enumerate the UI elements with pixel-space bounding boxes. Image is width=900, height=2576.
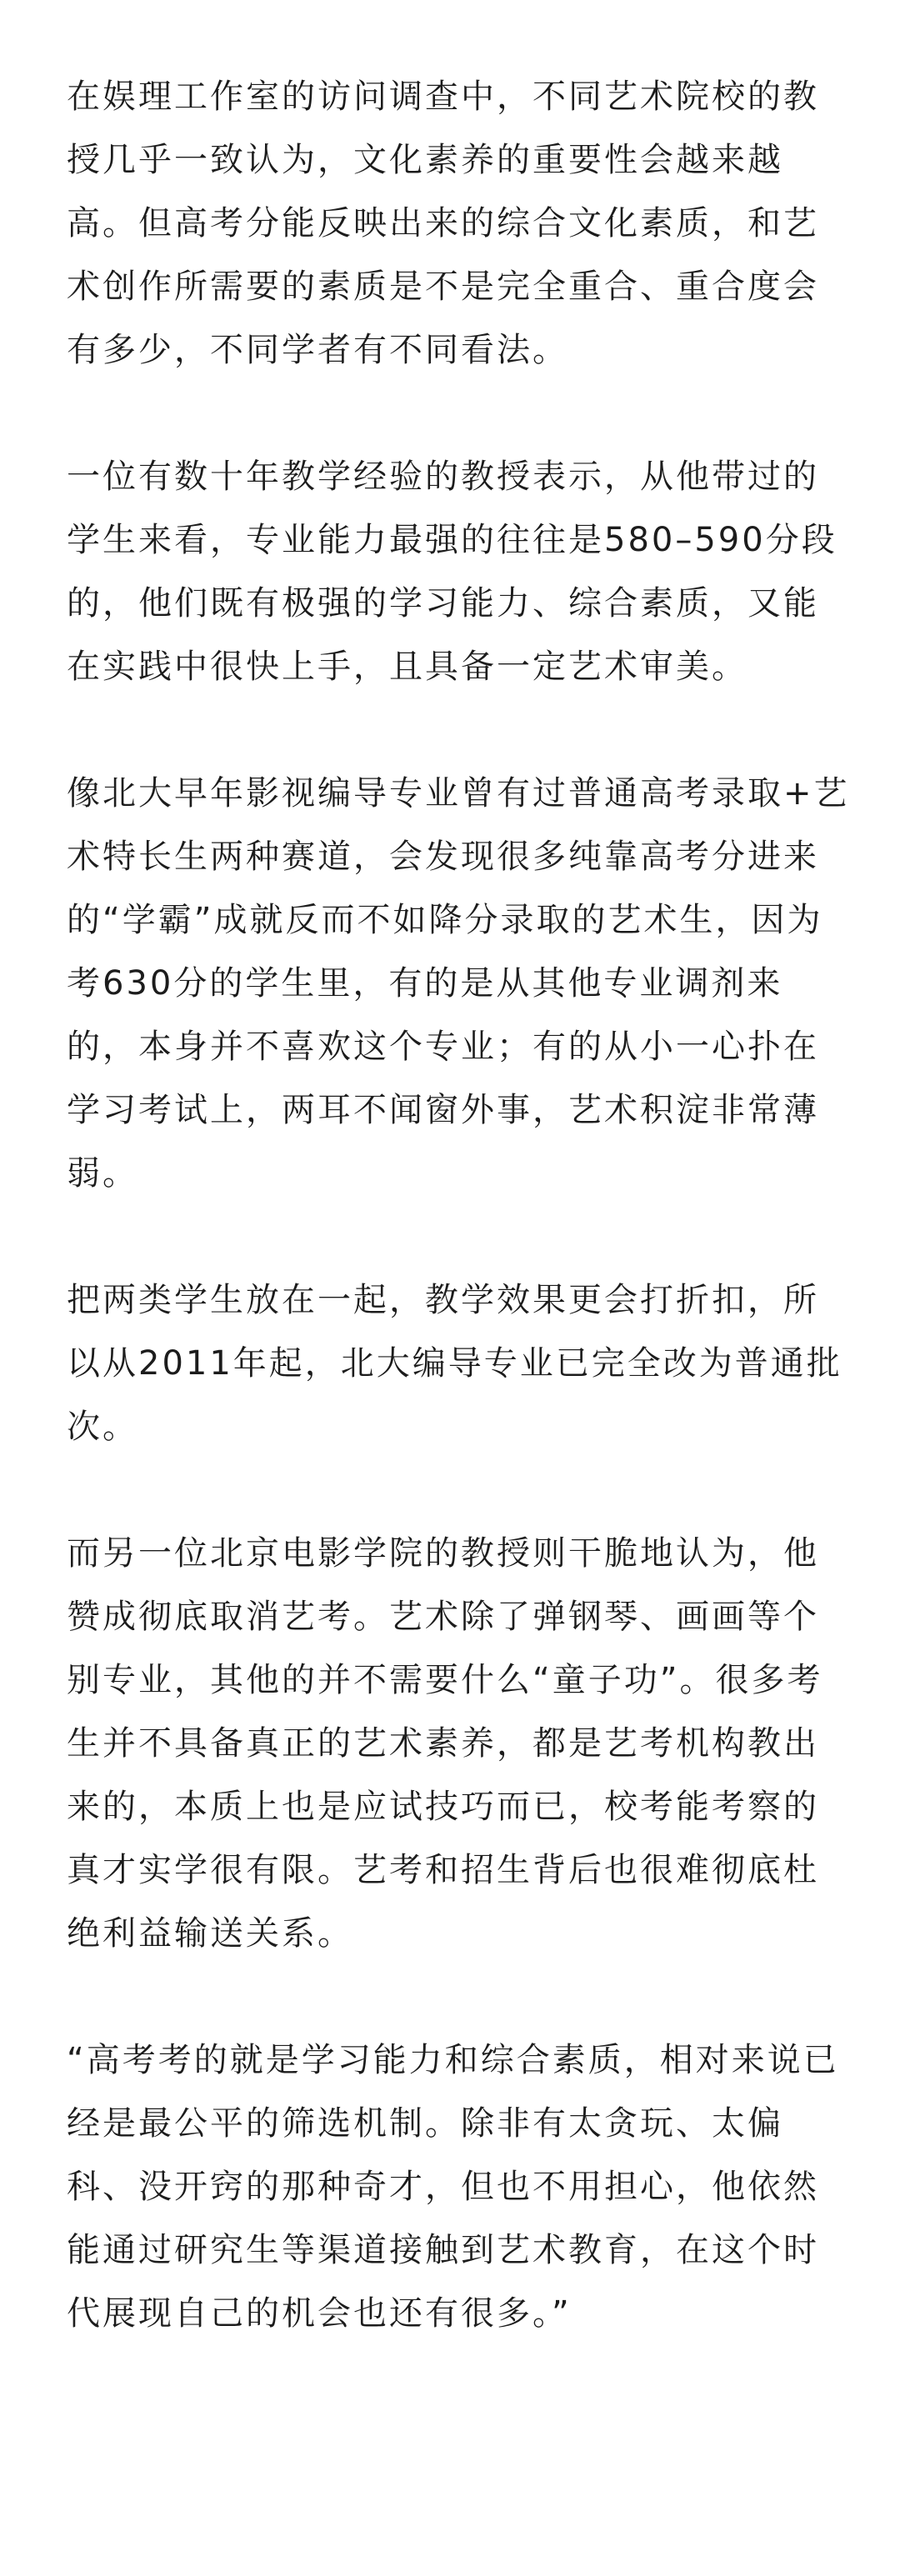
text-line: 的，他们既有极强的学习能力、综合素质，又能 (67, 584, 819, 623)
text-line: 一位有数十年教学经验的教授表示，从他带过的 (67, 458, 819, 496)
text-line: 的，本身并不喜欢这个专业；有的从小一心扑在 (67, 1028, 819, 1066)
paragraph-1 (67, 65, 867, 382)
text-line: 术创作所需要的素质是不是完全重合、重合度会 (67, 268, 819, 306)
text-line: 次。 (67, 1408, 138, 1446)
text-line: 有多少，不同学者有不同看法。 (67, 331, 568, 369)
text-line: 能通过研究生等渠道接触到艺术教育，在这个时 (67, 2231, 819, 2269)
article-body (67, 65, 867, 2345)
text-line: 术特长生两种赛道，会发现很多纯靠高考分进来 (67, 838, 819, 876)
text-line: 像北大早年影视编导专业曾有过普通高考录取+艺 (67, 774, 850, 813)
text-line: 经是最公平的筛选机制。除非有太贪玩、太偏 (67, 2104, 783, 2143)
text-line: 以从2011年起，北大编导专业已完全改为普通批 (67, 1344, 842, 1383)
text-line: 真才实学很有限。艺考和招生背后也很难彻底杜 (67, 1851, 819, 1889)
bottom-fade (0, 2526, 900, 2576)
paragraph-6 (67, 2028, 867, 2345)
text-line: 赞成彻底取消艺考。艺术除了弹钢琴、画画等个 (67, 1598, 819, 1636)
text-line: “高考考的就是学习能力和综合素质，相对来说已 (67, 2041, 839, 2079)
text-line: 在娱理工作室的访问调查中，不同艺术院校的教 (67, 78, 819, 116)
text-line: 考630分的学生里，有的是从其他专业调剂来 (67, 964, 783, 1003)
text-line: 代展现自己的机会也还有很多。” (67, 2294, 572, 2333)
paragraph-3 (67, 762, 867, 1205)
paragraph-4 (67, 1268, 867, 1458)
paragraph-2 (67, 445, 867, 698)
text-line: 学习考试上，两耳不闻窗外事，艺术积淀非常薄 (67, 1091, 819, 1129)
text-line: 科、没开窍的那种奇才，但也不用担心，他依然 (67, 2168, 819, 2206)
text-line: 别专业，其他的并不需要什么“童子功”。很多考 (67, 1661, 823, 1699)
text-line: 弱。 (67, 1154, 138, 1193)
text-line: 学生来看，专业能力最强的往往是580–590分段 (67, 521, 838, 559)
text-line: 高。但高考分能反映出来的综合文化素质，和艺 (67, 204, 819, 243)
text-line: 生并不具备真正的艺术素养，都是艺考机构教出 (67, 1724, 819, 1763)
text-line: 在实践中很快上手，且具备一定艺术审美。 (67, 648, 748, 686)
text-line: 的“学霸”成就反而不如降分录取的艺术生，因为 (67, 901, 823, 939)
text-line: 来的，本质上也是应试技巧而已，校考能考察的 (67, 1788, 819, 1826)
paragraph-5 (67, 1522, 867, 1965)
text-line: 绝利益输送关系。 (67, 1914, 353, 1953)
text-line: 把两类学生放在一起，教学效果更会打折扣，所 (67, 1281, 819, 1319)
text-line: 而另一位北京电影学院的教授则干脆地认为，他 (67, 1534, 819, 1573)
text-line: 授几乎一致认为，文化素养的重要性会越来越 (67, 141, 783, 179)
